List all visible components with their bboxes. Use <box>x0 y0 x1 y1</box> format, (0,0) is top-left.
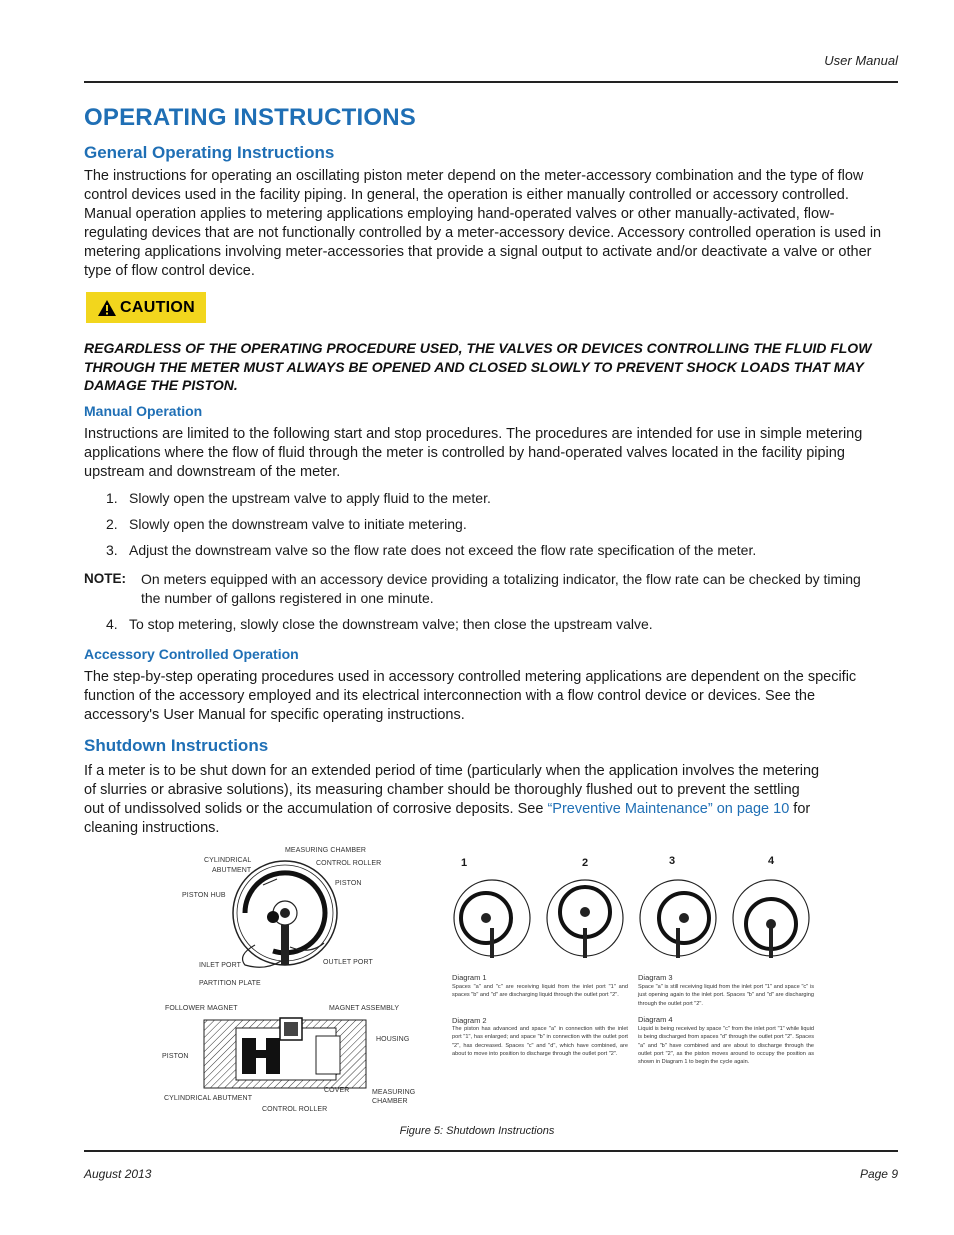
general-heading: General Operating Instructions <box>84 143 335 162</box>
step-text: Slowly open the downstream valve to initiate metering. <box>129 516 467 532</box>
label-control-roller: CONTROL ROLLER <box>316 860 382 867</box>
diagram-number: 3 <box>669 855 676 867</box>
caution-badge <box>86 292 206 323</box>
meter-side-section-drawing <box>196 1010 376 1092</box>
manual-line: applications where the flow of fluid through the meter is controlled by hand-operated valves located in the facility piping <box>84 445 845 461</box>
diagram-title: Diagram 3 <box>638 973 673 982</box>
label-cover: COVER <box>324 1087 350 1094</box>
caution-warning <box>84 339 884 395</box>
diagram-title: Diagram 1 <box>452 973 487 982</box>
footer-rule <box>84 1150 898 1152</box>
step-text: Slowly open the upstream valve to apply fluid to the meter. <box>129 490 491 506</box>
label-piston-hub: PISTON HUB <box>182 892 226 899</box>
shutdown-line: cleaning instructions. <box>84 820 220 836</box>
diagram-number: 4 <box>768 855 775 867</box>
step-number: 3. <box>106 542 118 558</box>
caution-line: REGARDLESS OF THE OPERATING PROCEDURE USED, THE VALVES OR DEVICES CONTROLLING THE FLUID FLOW <box>84 340 872 356</box>
cycle-diagrams-drawing <box>445 870 825 965</box>
label-piston: PISTON <box>162 1053 189 1060</box>
shutdown-line <box>84 800 894 819</box>
accessory-line: accessory's User Manual for specific operating instructions. <box>84 707 465 723</box>
manual-line: upstream and downstream of the meter. <box>84 464 341 480</box>
label-cylindrical: CYLINDRICAL <box>204 857 252 864</box>
manual-paragraph <box>84 425 894 482</box>
general-line: regulating devices that are not functionally controlled by a meter-accessory device. Accessory controlled operation is used in <box>84 225 882 241</box>
shutdown-heading: Shutdown Instructions <box>84 736 269 755</box>
footer-page-number: Page 9 <box>859 1167 898 1181</box>
manual-line: Instructions are limited to the following start and stop procedures. The procedures are intended for use in simple metering <box>84 426 863 442</box>
footer-date: August 2013 <box>84 1167 152 1181</box>
label-chamber: CHAMBER <box>372 1098 408 1105</box>
step-number: 4. <box>106 616 118 632</box>
label-outlet-port: OUTLET PORT <box>323 959 373 966</box>
accessory-line: function of the accessory employed and its electrical interconnection with a flow control device or devices. See the <box>84 688 816 704</box>
label-cylindrical-abutment: CYLINDRICAL ABUTMENT <box>164 1095 253 1102</box>
diagram-text: Liquid is being received by space "c" from the inlet port "1" while liquid is being discharged from spaces "d" through the outlet port "2". Spaces "a" and "b" have combined and are about to discharge through the outlet port "2", as the piston moves around to occupy the position as shown in Diagram 1 to begin the cycle again. <box>638 1026 814 1066</box>
label-follower-magnet: FOLLOWER MAGNET <box>165 1005 238 1012</box>
general-line: type of flow control device. <box>84 263 255 279</box>
caution-line: THROUGH THE METER MUST ALWAYS BE OPENED AND CLOSED SLOWLY TO PREVENT SHOCK LOADS THAT MAY <box>84 358 864 375</box>
note-label: NOTE: <box>84 571 126 586</box>
label-partition-plate: PARTITION PLATE <box>199 980 261 987</box>
accessory-heading: Accessory Controlled Operation <box>84 646 299 662</box>
accessory-line: The step-by-step operating procedures used in accessory controlled metering applications are dependent on the specific <box>84 669 857 685</box>
step-number: 2. <box>106 516 118 532</box>
general-line: The instructions for operating an oscillating piston meter depend on the meter-accessory combination and the type of flow <box>84 168 864 184</box>
step-text: To stop metering, slowly close the downstream valve; then close the upstream valve. <box>129 616 653 632</box>
general-paragraph <box>84 167 894 281</box>
diagram-number: 1 <box>461 857 468 869</box>
label-abutment: ABUTMENT <box>212 867 252 874</box>
shutdown-line-text: for <box>789 801 811 817</box>
warning-triangle-icon <box>97 299 117 317</box>
shutdown-line-text: out of undissolved solids or the accumulation of corrosive deposits. See <box>84 801 548 817</box>
label-housing: HOUSING <box>376 1036 410 1043</box>
caution-line: DAMAGE THE PISTON. <box>84 377 238 393</box>
diagram-title: Diagram 2 <box>452 1016 487 1025</box>
shutdown-paragraph <box>84 762 894 838</box>
header-doc-label: User Manual <box>824 53 898 68</box>
page-title: OPERATING INSTRUCTIONS <box>84 104 416 131</box>
caution-label: CAUTION <box>120 298 195 316</box>
preventive-maintenance-link[interactable]: “Preventive Maintenance” on page 10 <box>547 801 790 817</box>
header-rule <box>84 81 898 83</box>
accessory-paragraph <box>84 668 894 725</box>
label-measuring: MEASURING <box>372 1089 416 1096</box>
label-inlet-port: INLET PORT <box>199 962 241 969</box>
diagram-number: 2 <box>582 857 589 869</box>
step-number: 1. <box>106 490 118 506</box>
manual-heading: Manual Operation <box>84 403 203 419</box>
label-piston: PISTON <box>335 880 362 887</box>
label-control-roller: CONTROL ROLLER <box>262 1106 328 1113</box>
general-line: metering applications involving meter-accessories that provide a signal output to activate and/or deactivate a valve or other <box>84 244 872 260</box>
diagram-title: Diagram 4 <box>638 1015 673 1024</box>
label-measuring-chamber: MEASURING CHAMBER <box>285 847 367 854</box>
note-line: On meters equipped with an accessory device providing a totalizing indicator, the flow rate can be checked by timing <box>141 571 861 587</box>
general-line: control devices used in the facility piping. In general, the operation is either manually controlled or accessory controlled. <box>84 187 849 203</box>
label-magnet-assembly: MAGNET ASSEMBLY <box>329 1005 400 1012</box>
shutdown-line: If a meter is to be shut down for an extended period of time (particularly when the application involves the metering <box>84 763 820 779</box>
diagram-text: The piston has advanced and space "a" in connection with the inlet port "1", has enlarged; and space "b" in connection with the outlet port "2", has decreased. Spaces "c" and "d", which have combined, are about to move into position to discharge through the outlet port "2". <box>452 1026 628 1057</box>
diagram-text: Spaces "a" and "c" are receiving liquid from the inlet port "1" and spaces "b" and "d" are discharging liquid through the outlet port "2". <box>452 984 628 999</box>
step-text: Adjust the downstream valve so the flow rate does not exceed the flow rate specification of the meter. <box>129 542 757 558</box>
diagram-text: Space "a" is still receiving liquid from the inlet port "1" and space "c" is just opening again to the inlet port. Spaces "b" and "d" are discharging through the outlet port "2". <box>638 984 814 1007</box>
note-line: the number of gallons registered in one minute. <box>141 590 434 606</box>
note-text <box>141 570 891 608</box>
figure-caption: Figure 5: Shutdown Instructions <box>399 1125 555 1137</box>
general-line: Manual operation applies to metering applications employing hand-operated valves or other manually-activated, flow- <box>84 206 835 222</box>
shutdown-line: of slurries or abrasive solutions), its measuring chamber should be thoroughly flushed out to prevent the settling <box>84 782 800 798</box>
